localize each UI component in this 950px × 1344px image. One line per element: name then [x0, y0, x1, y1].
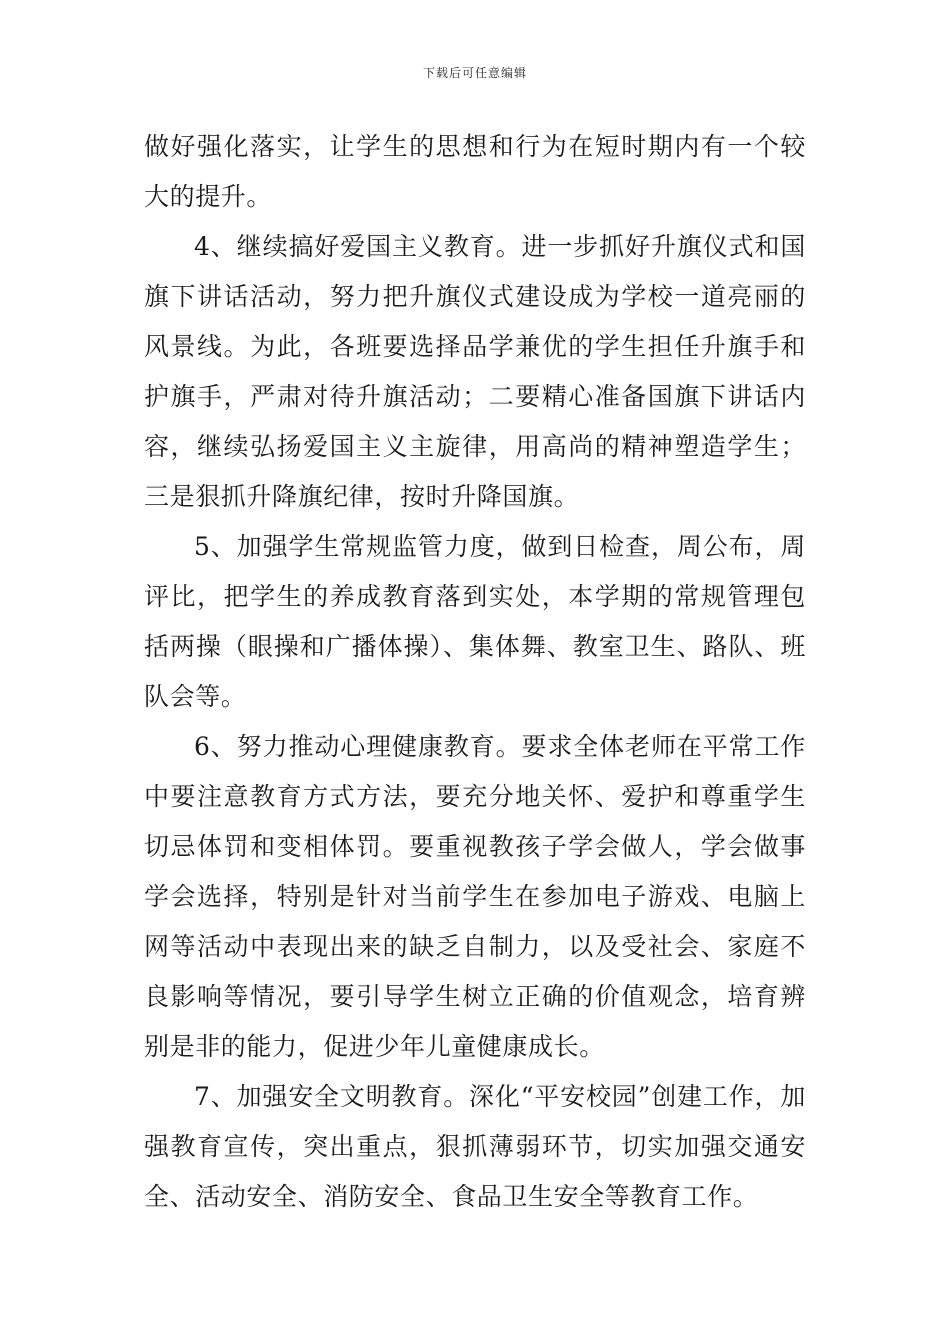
paragraph-continuation: 做好强化落实，让学生的思想和行为在短时期内有一个较大的提升。 — [144, 132, 806, 211]
page-header: 下载后可任意编辑 — [422, 66, 527, 80]
paragraph-item-7: 7、加强安全文明教育。深化“平安校园”创建工作，加强教育宣传，突出重点，狠抓薄弱环节，切实加强交通安全、活动安全、消防安全、食品卫生安全等教育工作。 — [144, 1082, 806, 1211]
paragraph-item-6: 6、努力推动心理健康教育。要求全体老师在平常工作中要注意教育方式方法，要充分地关怀、爱护和尊重学生切忌体罚和变相体罚。要重视教孩子学会做人，学会做事学会选择，特别是针对当前学生在参加电子游戏、电脑上网等活动中表现出来的缺乏自制力，以及受社会、家庭不良影响等情况，要引导学生树立正确的价值观念，培育辨别是非的能力，促进少年儿童健康成长。 — [144, 732, 806, 1061]
paragraph-item-5: 5、加强学生常规监管力度，做到日检查，周公布，周评比，把学生的养成教育落到实处，本学期的常规管理包括两操（眼操和广播体操）、集体舞、教室卫生、路队、班队会等。 — [144, 532, 806, 711]
paragraph-item-4: 4、继续搞好爱国主义教育。进一步抓好升旗仪式和国旗下讲话活动，努力把升旗仪式建设成为学校一道亮丽的风景线。为此，各班要选择品学兼优的学生担任升旗手和护旗手，严肃对待升旗活动；二要精心准备国旗下讲话内容，继续弘扬爱国主义主旋律，用高尚的精神塑造学生；三是狠抓升降旗纪律，按时升降国旗。 — [144, 232, 806, 511]
document-body — [144, 122, 806, 1222]
